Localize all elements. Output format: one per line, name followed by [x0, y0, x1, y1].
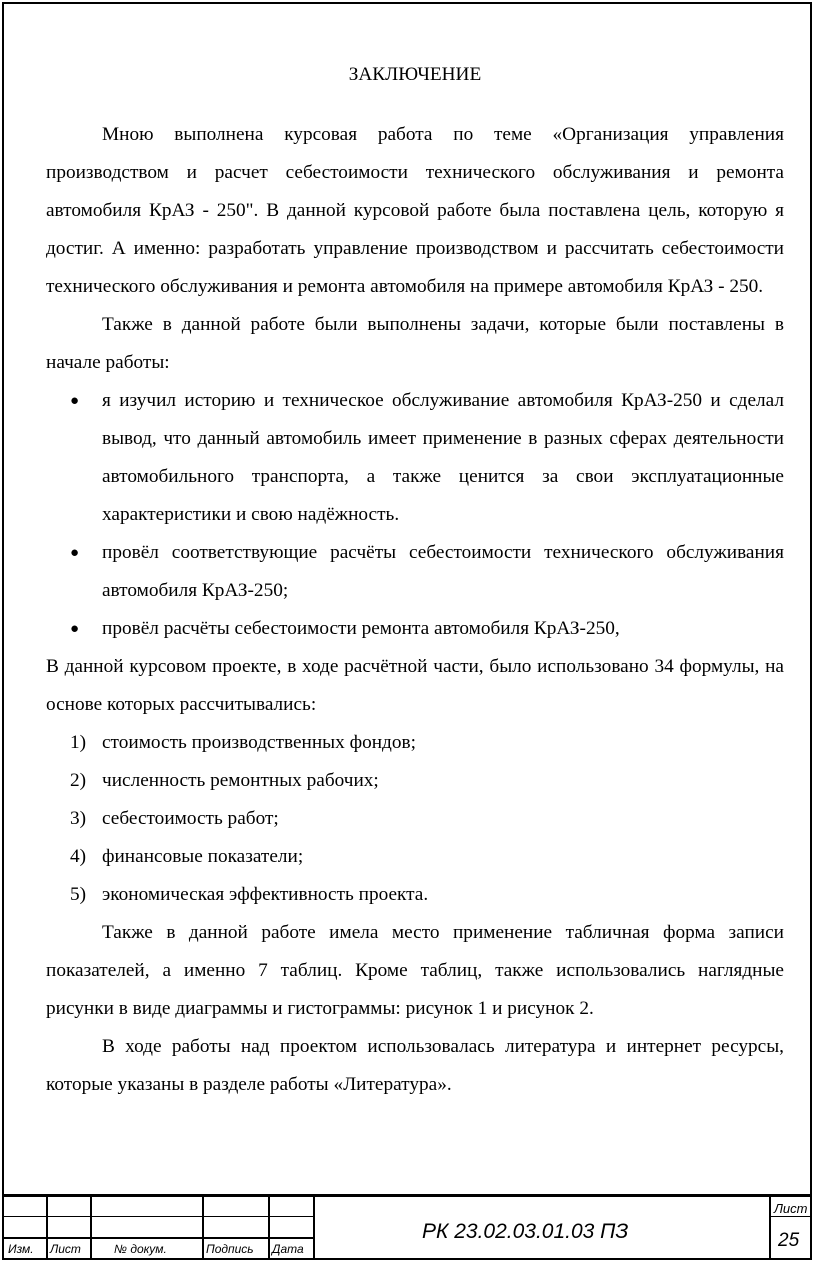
stamp-top-border — [2, 1194, 810, 1197]
list-number: 1) — [70, 732, 87, 753]
list-item — [46, 610, 784, 648]
paragraph-literature: В ходе работы над проектом использовалась литература и интернет ресурсы, которые указаны в разделе работы «Литература». — [46, 1036, 784, 1095]
paragraph-tasks: Также в данной работе были выполнены задачи, которые были поставлены в начале работы: — [46, 314, 784, 373]
stamp-label-date: Дата — [272, 1242, 304, 1256]
list-item-text: численность ремонтных рабочих; — [102, 770, 379, 791]
list-number: 5) — [70, 884, 87, 905]
stamp-col-divider — [769, 1194, 771, 1258]
stamp-label-list: Лист — [50, 1242, 81, 1256]
stamp-col-divider — [202, 1194, 204, 1258]
list-item-text: провёл расчёты себестоимости ремонта автомобиля КрАЗ-250, — [102, 618, 620, 639]
sheet-label: Лист — [774, 1201, 808, 1216]
title-block-stamp — [2, 1194, 812, 1260]
stamp-col-divider — [46, 1194, 48, 1258]
list-number: 3) — [70, 808, 87, 829]
list-item — [46, 534, 784, 610]
sheet-number: 25 — [778, 1230, 800, 1251]
stamp-col-divider — [268, 1194, 270, 1258]
list-item-text: экономическая эффективность проекта. — [102, 884, 429, 905]
paragraph-formulas: В данной курсовом проекте, в ходе расчётной части, было использовано 34 формулы, на основе которых рассчитывались: — [46, 656, 784, 715]
list-number: 4) — [70, 846, 87, 867]
list-item-text: я изучил историю и техническое обслуживание автомобиля КрАЗ-250 и сделал вывод, что данный автомобиль имеет применение в разных сферах деятельности автомобильного транспорта, а также ценится за свои эксплуатационные характеристики и свою надёжность. — [102, 390, 784, 525]
bullet-icon: ● — [70, 621, 80, 637]
stamp-col-divider — [313, 1194, 315, 1258]
list-item — [46, 800, 784, 838]
stamp-sheet-divider — [769, 1216, 810, 1217]
list-item — [46, 724, 784, 762]
bullet-list — [46, 382, 784, 648]
list-item-text: провёл соответствующие расчёты себестоимости технического обслуживания автомобиля КрАЗ-250; — [102, 542, 784, 601]
numbered-list — [46, 724, 784, 914]
stamp-label-doc: № докум. — [114, 1242, 167, 1256]
list-item — [46, 382, 784, 534]
bullet-icon: ● — [70, 545, 80, 561]
list-item-text: себестоимость работ; — [102, 808, 279, 829]
stamp-col-divider — [90, 1194, 92, 1258]
document-body — [46, 56, 784, 1104]
bullet-icon: ● — [70, 393, 80, 409]
paragraph-intro: Мною выполнена курсовая работа по теме «Организация управления производством и расчет себестоимости технического обслуживания и ремонта автомобиля КрАЗ - 250". В данной курсовой работе была поставлена цель, которую я достиг. А именно: разработать управление производством и рассчитать себестоимости технического обслуживания и ремонта автомобиля на примере автомобиля КрАЗ - 250. — [46, 124, 784, 297]
stamp-label-izm: Изм. — [8, 1242, 34, 1256]
stamp-label-sign: Подпись — [206, 1242, 254, 1256]
paragraph-tables: Также в данной работе имела место применение табличная форма записи показателей, а именно 7 таблиц. Кроме таблиц, также использовались наглядные рисунки в виде диаграммы и гистограммы: рисунок 1 и рисунок 2. — [46, 922, 784, 1019]
list-item-text: стоимость производственных фондов; — [102, 732, 416, 753]
list-item — [46, 876, 784, 914]
list-item — [46, 762, 784, 800]
page-title: ЗАКЛЮЧЕНИЕ — [348, 64, 482, 85]
list-number: 2) — [70, 770, 87, 791]
list-item-text: финансовые показатели; — [102, 846, 304, 867]
document-code: РК 23.02.03.01.03 ПЗ — [422, 1220, 629, 1243]
list-item — [46, 838, 784, 876]
